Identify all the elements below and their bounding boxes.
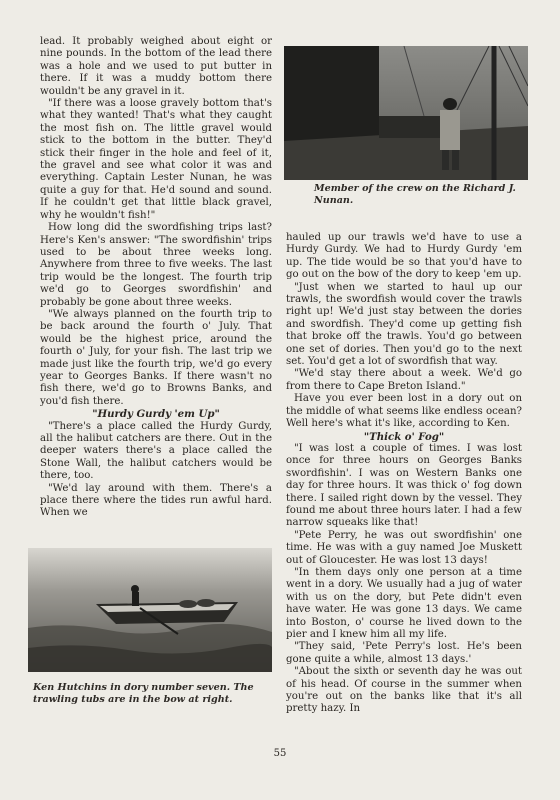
ship-photo-caption: Member of the crew on the Richard J. Nunan. bbox=[314, 183, 516, 206]
right-paragraph: "We'd stay there about a week. We'd go from there to Cape Breton Island." bbox=[286, 368, 522, 392]
right-paragraph: "Pete Perry, he was out swordfishin' one time. He was with a guy named Joe Muskett out of Gloucester. He was lost 13 days! bbox=[286, 529, 522, 566]
right-paragraph: "I was lost a couple of times. I was lost once for three hours on Georges Banks swordfishin'. I was on Western Banks one day for three hours. It was thick o' fog down there. I sailed right down by the vessel. They found me about three hours later. I had a few narrow squeaks like that! bbox=[286, 442, 522, 529]
left-text-column bbox=[40, 36, 272, 520]
page-number: 55 bbox=[273, 748, 287, 759]
right-paragraph: Have you ever been lost in a dory out on the middle of what seems like endless ocean? Well here's what it's like, according to Ken. bbox=[286, 393, 522, 430]
section-subhead: "Thick o' Fog" bbox=[363, 430, 445, 443]
left-paragraph: "If there was a loose gravely bottom that's what they wanted! That's what they caught the most fish on. The little gravel would stick to the bottom in the butter. They'd stick their finger in the hole and feel of it, the gravel and see what color it was and everything. Captain Lester Nunan, he was quite a guy for that. He'd sound and sound. If he couldn't get that little black gravel, why he wouldn't fish!" bbox=[40, 98, 272, 221]
right-paragraph: "About the sixth or seventh day he was out of his head. Of course in the summer when you're out on the banks like that it's all pretty hazy. In bbox=[286, 666, 522, 715]
ship-crew-photo bbox=[284, 46, 528, 180]
left-paragraph: lead. It probably weighed about eight or nine pounds. In the bottom of the lead there was a hole and we used to put butter in there. If it was a muddy bottom there wouldn't be any gravel in it. bbox=[40, 36, 272, 97]
dory-photo bbox=[28, 548, 272, 672]
left-paragraph: "We'd lay around with them. There's a place there where the tides run awful hard. When we bbox=[40, 482, 272, 519]
section-subhead: "Hurdy Gurdy 'em Up" bbox=[92, 408, 220, 421]
dory-photo-caption: Ken Hutchins in dory number seven. The trawling tubs are in the bow at right. bbox=[33, 682, 254, 705]
right-paragraph: "Just when we started to haul up our trawls, the swordfish would cover the trawls right up! We'd just stay between the dories and swordfish. They'd come up getting fish that broke off the trawls. You'd go between one set of dories. Then you'd go to the next set. You'd get a lot of swordfish that way. bbox=[286, 281, 522, 368]
right-paragraph: hauled up our trawls we'd have to use a Hurdy Gurdy. We had to Hurdy Gurdy 'em up. The tide would be so that you'd have to go out on the bow of the dory to keep 'em up. bbox=[286, 232, 522, 281]
right-paragraph: "In them days only one person at a time went in a dory. We usually had a jug of water with us on the dory, but Pete didn't even have water. He was gone 13 days. We came into Boston, o' course he lived down to the pier and I knew him all my life. bbox=[286, 566, 522, 640]
left-paragraph: "We always planned on the fourth trip to be back around the fourth o' July. That would be the highest price, around the fourth o' July, for your fish. The last trip we made just like the fourth trip, we'd go every year to Georges Banks. If there wasn't no fish there, we'd go to Browns Banks, and you'd fish there. bbox=[40, 308, 272, 407]
right-paragraph: "They said, 'Pete Perry's lost. He's been gone quite a while, almost 13 days.' bbox=[286, 641, 522, 665]
left-paragraph: How long did the swordfishing trips last? Here's Ken's answer: "The swordfishin' trips used to be about three weeks long. Anywhere from three to five weeks. The last trip would be the longest. The fourth trip we'd go to Georges swordfishin' and probably be gone about three weeks. bbox=[40, 222, 272, 308]
left-paragraph: "There's a place called the Hurdy Gurdy, all the halibut catchers are there. Out in the deeper waters there's a place called the Stone Wall, the halibut catchers would be there, too. bbox=[40, 420, 272, 482]
right-text-column bbox=[286, 232, 522, 716]
